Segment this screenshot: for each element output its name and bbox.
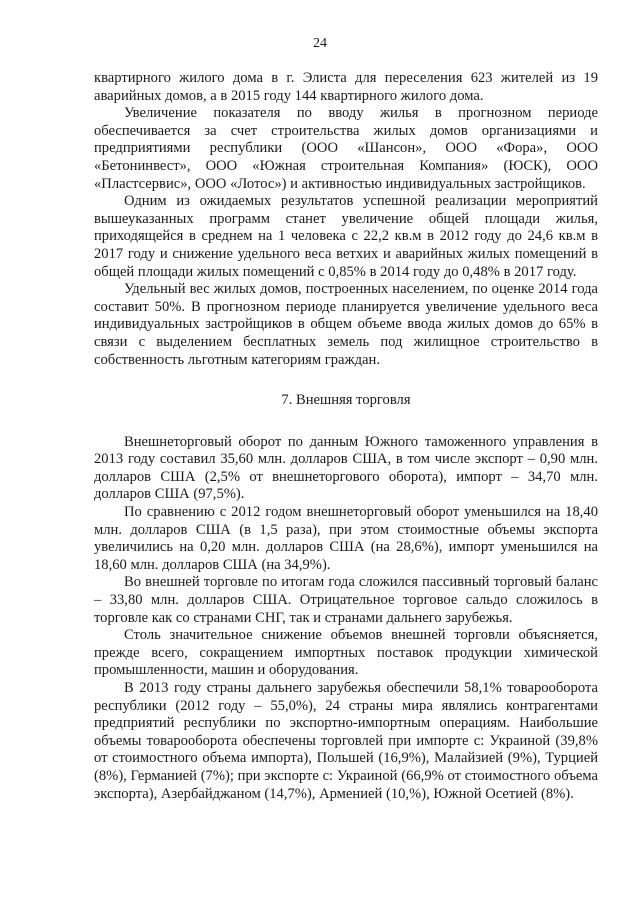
paragraph-trade-turnover: Внешнеторговый оборот по данным Южного таможенного управления в 2013 году составил 35,60 млн. долларов США, в том числе экспорт – 0,90 млн. долларов США (2,5% от внешнеторгового оборота), импорт – 34,70 млн. долларов США (97,5%).: [94, 433, 598, 503]
paragraph-trade-partners: В 2013 году страны дальнего зарубежья обеспечили 58,1% товарооборота республики (2012 году – 55,0%), 24 страны мира являлись контрагентами предприятий республики по экспортно-импортным операциям. Наибольшие объемы товарооборота обеспечены торговлей при импорте с: Украиной (39,8% от стоимостного объема импорта), Польшей (16,9%), Малайзией (9%), Турцией (8%), Германией (7%); при экспорте с: Украиной (66,9% от стоимостного объема экспорта), Азербайджаном (14,7%), Арменией (10,%), Южной Осетией (8%).: [94, 680, 598, 802]
section-heading: 7. Внешняя торговля: [281, 392, 411, 409]
paragraph-continuation: квартирного жилого дома в г. Элиста для переселения 623 жителей из 19 аварийных домов, а в 2015 году 144 квартирного жилого дома.: [94, 70, 598, 104]
page-number: 24: [313, 36, 327, 51]
paragraph-expected-results: Одним из ожидаемых результатов успешной реализации мероприятий вышеуказанных программ станет увеличение общей площади жилья, приходящейся в среднем на 1 человека с 22,2 кв.м в 2012 году до 24,6 кв.м в 2017 году и снижение удельного веса ветхих и аварийных жилых помещений в общей площади жилых помещений с 0,85% в 2014 году до 0,48% в 2017 году.: [94, 193, 598, 280]
paragraph-trade-balance: Во внешней торговле по итогам года сложился пассивный торговый баланс – 33,80 млн. долларов США. Отрицательное торговое сальдо сложилось в торговле как со странами СНГ, так и странами дальнего зарубежья.: [94, 574, 598, 626]
paragraph-trade-comparison: По сравнению с 2012 годом внешнеторговый оборот уменьшился на 18,40 млн. долларов США (в 1,5 раза), при этом стоимостные объемы экспорта увеличились на 0,20 млн. долларов США (на 28,6%), импорт уменьшился на 18,60 млн. долларов США (на 34,9%).: [94, 504, 598, 573]
paragraph-trade-decline: Столь значительное снижение объемов внешней торговли объясняется, прежде всего, сокращением импортных поставок продукции химической промышленности, машин и оборудования.: [94, 627, 598, 679]
paragraph-housing-growth: Увеличение показателя по вводу жилья в прогнозном периоде обеспечивается за счет строительства жилых домов организациями и предприятиями республики (ООО «Шансон», ООО «Фора», ООО «Бетонинвест», ООО «Южная строительная Компания» (ЮСК), ООО «Пластсервис», ООО «Лотос») и активностью индивидуальных застройщиков.: [94, 105, 598, 192]
paragraph-individual-builders: Удельный вес жилых домов, построенных населением, по оценке 2014 года составит 50%. В прогнозном периоде планируется увеличение удельного веса индивидуальных застройщиков в общем объеме ввода жилых домов до 65% в связи с выделением бесплатных земель под жилищное строительство в собственность льготным категориям граждан.: [94, 281, 598, 368]
document-body: [94, 70, 598, 803]
